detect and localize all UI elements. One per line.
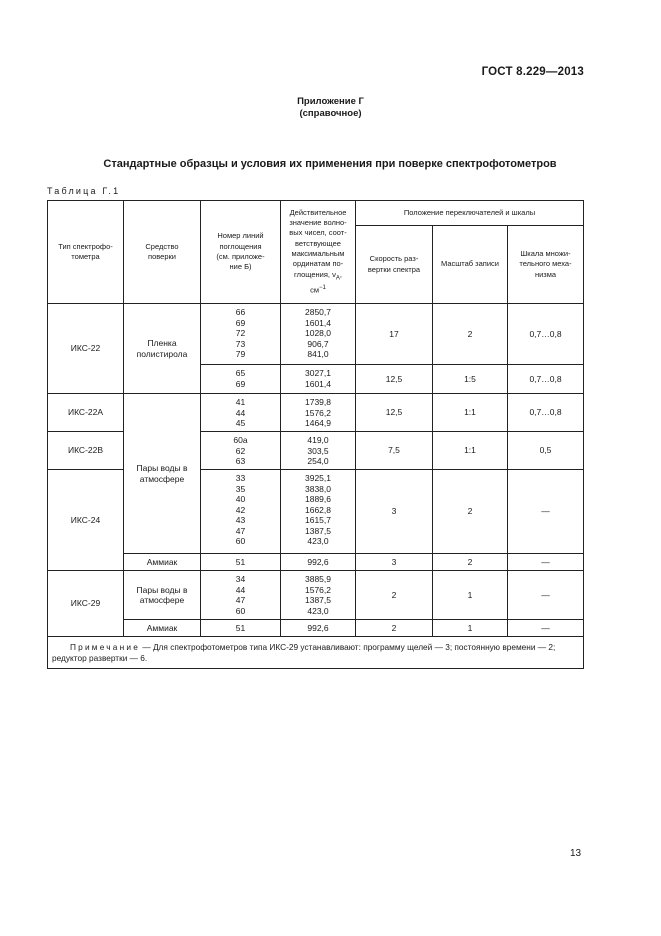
multiplier-cell: — [508, 470, 584, 554]
lines-cell: 60а 62 63 [201, 432, 281, 470]
speed-cell: 12,5 [356, 394, 433, 432]
scale-cell: 2 [433, 304, 508, 365]
multiplier-cell: 0,5 [508, 432, 584, 470]
scale-cell: 1 [433, 620, 508, 637]
means-cell: Пары воды в атмосфере [124, 571, 201, 620]
appendix-subtitle: (справочное) [299, 108, 362, 119]
header-multiplier: Шкала множи- тельного меха- низма [508, 226, 584, 304]
scale-cell: 1:5 [433, 365, 508, 394]
table-row [48, 571, 584, 620]
type-cell: ИКС-22В [48, 432, 124, 470]
standard-number: ГОСТ 8.229—2013 [481, 66, 584, 78]
table-row [48, 554, 584, 571]
scale-cell: 1:1 [433, 432, 508, 470]
table-row [48, 304, 584, 365]
values-cell: 992,6 [281, 554, 356, 571]
header-switches-group: Положение переключателей и шкалы [356, 201, 584, 226]
speed-cell: 7,5 [356, 432, 433, 470]
type-cell: ИКС-29 [48, 571, 124, 637]
multiplier-cell: — [508, 554, 584, 571]
values-cell: 1739,8 1576,2 1464,9 [281, 394, 356, 432]
table-caption: Таблица Г.1 [47, 186, 121, 196]
values-cell: 2850,7 1601,4 1028,0 906,7 841,0 [281, 304, 356, 365]
document-title: Стандартные образцы и условия их применения при поверке спектрофотометров [103, 158, 557, 170]
speed-cell: 2 [356, 620, 433, 637]
speed-cell: 3 [356, 470, 433, 554]
multiplier-cell: — [508, 571, 584, 620]
lines-cell: 65 69 [201, 365, 281, 394]
lines-cell: 66 69 72 73 79 [201, 304, 281, 365]
type-cell: ИКС-22 [48, 304, 124, 394]
means-cell: Аммиак [124, 554, 201, 571]
appendix-title: Приложение Г [297, 96, 364, 107]
speed-cell: 3 [356, 554, 433, 571]
values-cell: 3885,9 1576,2 1387,5 423,0 [281, 571, 356, 620]
speed-cell: 2 [356, 571, 433, 620]
spectrophotometer-table [47, 200, 584, 669]
means-cell: Пары воды в атмосфере [124, 394, 201, 554]
values-cell: 3925,1 3838,0 1889,6 1662,8 1615,7 1387,5 423,0 [281, 470, 356, 554]
header-line-numbers: Номер линий поглощения (см. приложе- ние Б) [201, 201, 281, 304]
type-cell: ИКС-24 [48, 470, 124, 571]
table-row [48, 620, 584, 637]
speed-cell: 17 [356, 304, 433, 365]
means-cell: Пленка полистирола [124, 304, 201, 394]
multiplier-cell: — [508, 620, 584, 637]
scale-cell: 2 [433, 470, 508, 554]
means-cell: Аммиак [124, 620, 201, 637]
note-label: Примечание [70, 641, 141, 652]
header-scale: Масштаб записи [433, 226, 508, 304]
header-means: Средство поверки [124, 201, 201, 304]
speed-cell: 12,5 [356, 365, 433, 394]
table-note [48, 637, 584, 669]
scale-cell: 1 [433, 571, 508, 620]
header-speed: Скорость раз- вертки спектра [356, 226, 433, 304]
scale-cell: 2 [433, 554, 508, 571]
scale-cell: 1:1 [433, 394, 508, 432]
table-row [48, 394, 584, 432]
lines-cell: 51 [201, 620, 281, 637]
lines-cell: 51 [201, 554, 281, 571]
values-cell: 992,6 [281, 620, 356, 637]
lines-cell: 34 44 47 60 [201, 571, 281, 620]
values-cell: 419,0 303,5 254,0 [281, 432, 356, 470]
lines-cell: 33 35 40 42 43 47 60 [201, 470, 281, 554]
note-text: — Для спектрофотометров типа ИКС-29 устанавливают: программу щелей — 3; постоянную времени — 2; редуктор развертки — 6. [52, 641, 556, 663]
page-number: 13 [570, 848, 582, 859]
type-cell: ИКС-22А [48, 394, 124, 432]
multiplier-cell: 0,7…0,8 [508, 394, 584, 432]
multiplier-cell: 0,7…0,8 [508, 304, 584, 365]
values-cell: 3027,1 1601,4 [281, 365, 356, 394]
header-wavenumbers: Действительное значение волно- вых чисел, соот- ветствующее максимальным ординатам по- глощения, $\nu_A$, $см^{-1}$ [281, 201, 356, 304]
lines-cell: 41 44 45 [201, 394, 281, 432]
header-type: Тип спектрофо- тометра [48, 201, 124, 304]
multiplier-cell: 0,7…0,8 [508, 365, 584, 394]
